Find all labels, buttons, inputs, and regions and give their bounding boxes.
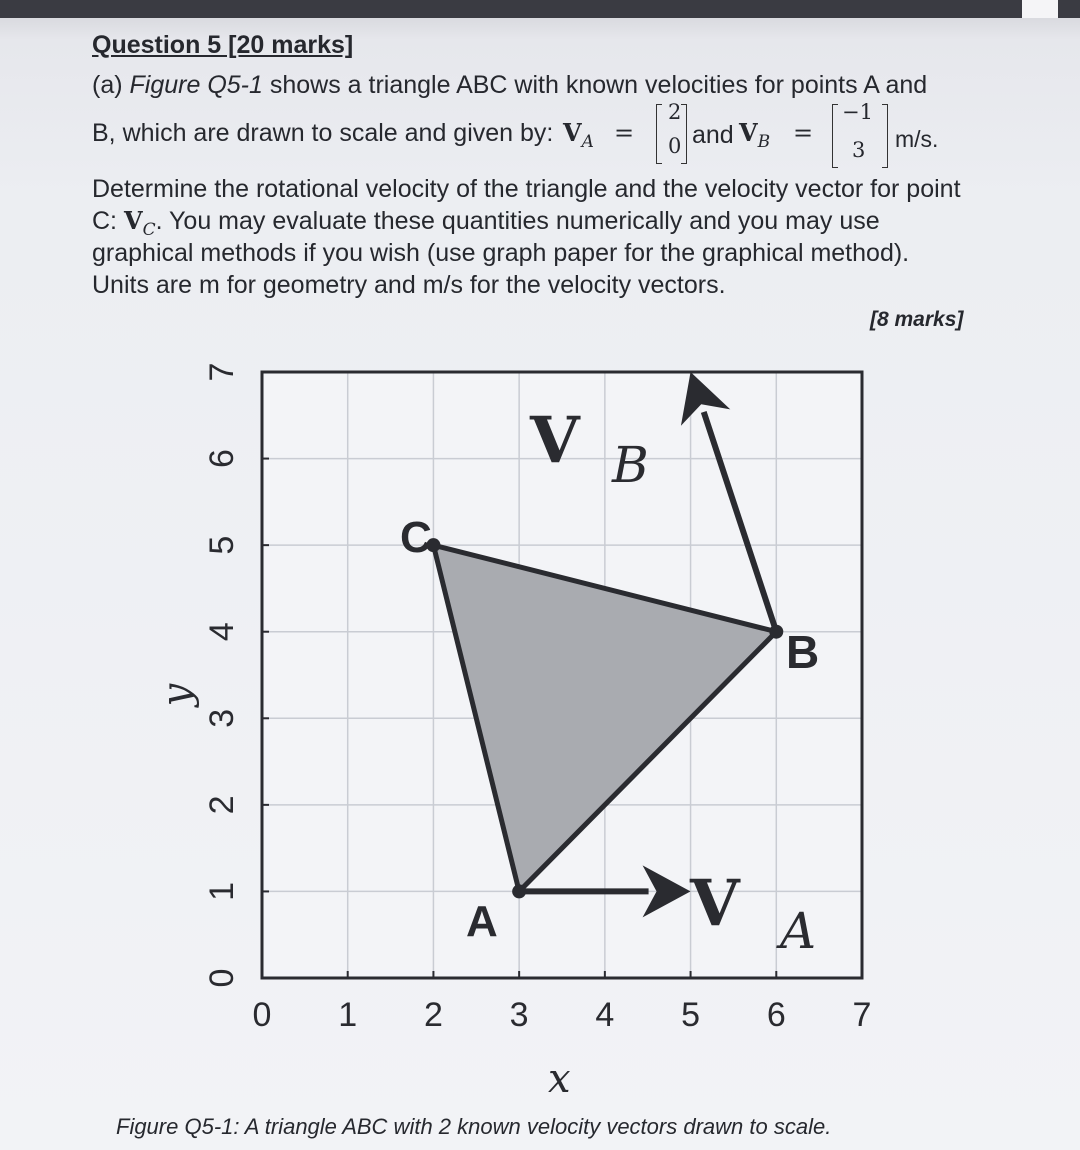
va-equals: = (614, 119, 635, 147)
figure-reference: Figure Q5-1 (129, 71, 263, 99)
question-line-6: Units are m for geometry and m/s for the velocity vectors. (92, 271, 726, 299)
point-b (769, 625, 783, 639)
point-a (512, 884, 526, 898)
vc-symbol: $V_C$ (123, 206, 156, 240)
y-axis-label: y (154, 683, 200, 707)
y-tick-label: 5 (202, 535, 241, 555)
y-tick-label: 0 (202, 968, 241, 988)
and-text: and (692, 121, 734, 149)
vb-label-sub: B (612, 436, 649, 494)
marks-label: [8 marks] (870, 308, 964, 331)
y-ticks (203, 363, 269, 988)
question-line-3: Determine the rotational velocity of the triangle and the velocity vector for point (92, 175, 961, 203)
figure-caption: Figure Q5-1: A triangle ABC with 2 known velocity vectors drawn to scale. (116, 1114, 832, 1139)
x-tick-label: 4 (595, 996, 615, 1034)
x-tick-label: 6 (766, 996, 786, 1034)
question-line-5: graphical methods if you wish (use graph paper for the graphical method). (92, 239, 910, 267)
x-axis-label: x (548, 1056, 571, 1102)
x-tick-label: 2 (423, 996, 443, 1034)
x-tick-label: 1 (338, 996, 358, 1034)
line-1-text: shows a triangle ABC with known velocities for points A and (262, 71, 928, 99)
x-ticks (253, 971, 872, 1034)
x-tick-label: 5 (681, 996, 701, 1034)
va-label-sub: A (780, 902, 817, 960)
x-tick-label: 7 (852, 996, 872, 1034)
va-symbol: $V_A$ (563, 118, 594, 152)
y-tick-label: 7 (202, 362, 241, 382)
y-tick-label: 1 (202, 881, 241, 901)
point-label-b: B (786, 626, 820, 678)
point-label-c: C (400, 513, 432, 562)
point-label-a: A (466, 897, 498, 946)
vb-vector-bottom: 3 (852, 138, 866, 162)
y-tick-label: 6 (202, 449, 241, 469)
va-label: V (690, 866, 740, 941)
vb-vector-top: −1 (842, 100, 873, 124)
y-tick-label: 4 (202, 622, 241, 642)
y-tick-label: 3 (202, 708, 241, 728)
va-vector-top: 2 (668, 100, 682, 124)
vb-symbol: $V_B$ (739, 118, 771, 152)
x-tick-label: 0 (252, 996, 272, 1034)
unit-text: m/s. (895, 126, 939, 152)
y-tick-label: 2 (202, 795, 241, 815)
question-line-4: C: $V_C$. You may evaluate these quantities numerically and you may use (92, 206, 880, 240)
vb-equals: = (793, 119, 814, 147)
question-title: Question 5 [20 marks] (92, 31, 354, 59)
vb-label: V (530, 403, 580, 478)
va-vector-bottom: 0 (668, 134, 682, 158)
line-2-text: B, which are drawn to scale and given by: (92, 119, 554, 147)
x-tick-label: 3 (509, 996, 529, 1034)
part-label: (a) (92, 71, 123, 99)
